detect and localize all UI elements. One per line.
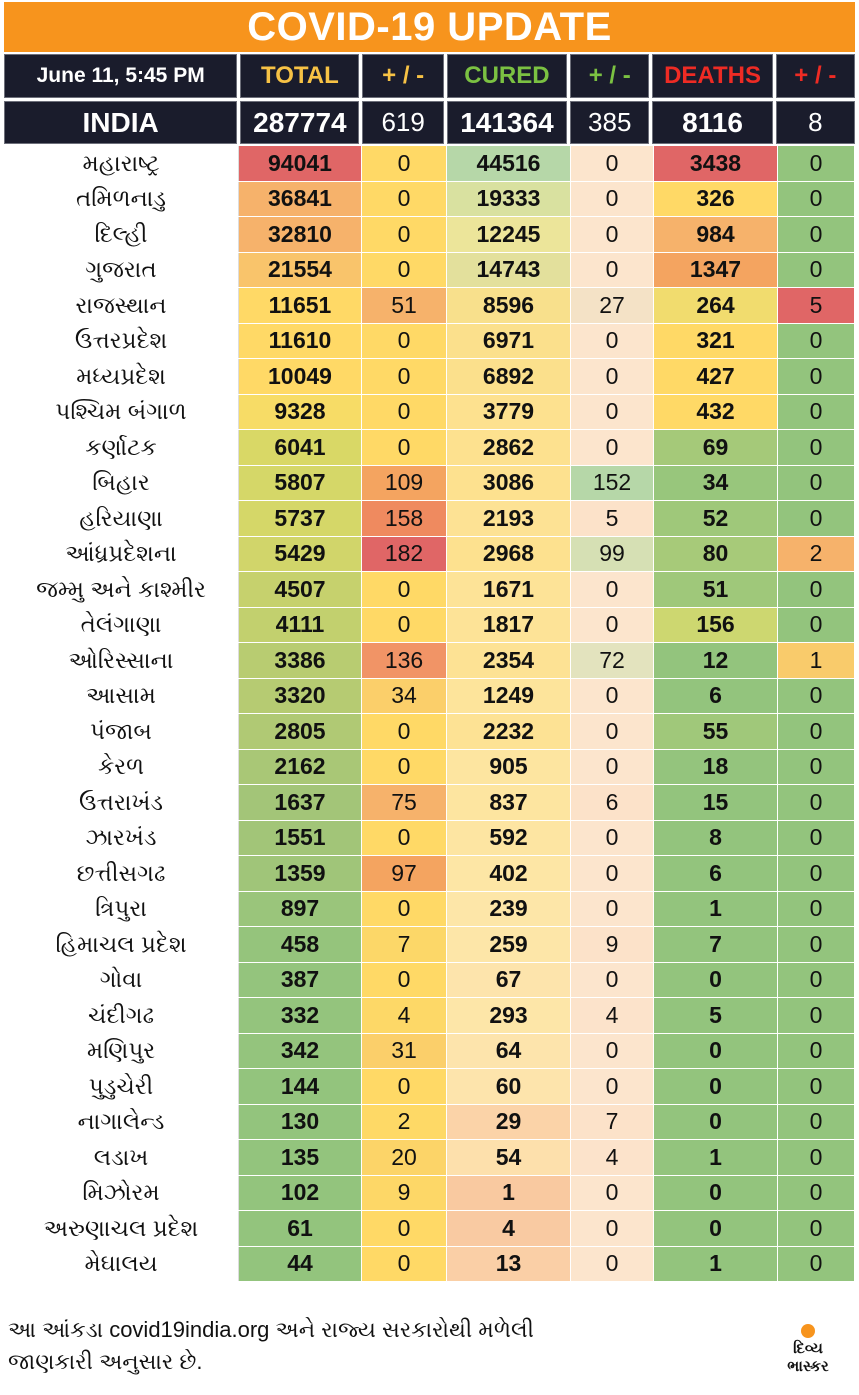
- state-cured: 29: [447, 1105, 571, 1140]
- table-row: [4, 466, 855, 502]
- state-cured-change: 72: [571, 643, 654, 678]
- india-cured-change: 385: [570, 101, 649, 144]
- state-cured-change: 0: [571, 714, 654, 749]
- state-name: દિલ્હી: [4, 217, 239, 252]
- state-deaths-change: 0: [778, 1034, 855, 1069]
- state-deaths-change: 0: [778, 146, 855, 181]
- state-total: 3386: [239, 643, 362, 678]
- state-cured: 6971: [447, 324, 571, 359]
- state-cured-change: 0: [571, 253, 654, 288]
- state-cured-change: 0: [571, 359, 654, 394]
- state-total-change: 2: [362, 1105, 447, 1140]
- state-deaths: 34: [654, 466, 778, 501]
- state-cured-change: 0: [571, 963, 654, 998]
- state-cured: 1: [447, 1176, 571, 1211]
- state-total-change: 136: [362, 643, 447, 678]
- state-cured-change: 4: [571, 1140, 654, 1175]
- header-deaths-change: + / -: [776, 54, 855, 98]
- state-total: 4111: [239, 608, 362, 643]
- state-deaths-change: 0: [778, 963, 855, 998]
- table-row: [4, 324, 855, 360]
- state-deaths: 1347: [654, 253, 778, 288]
- state-total-change: 20: [362, 1140, 447, 1175]
- state-name: આસામ: [4, 679, 239, 714]
- state-total: 10049: [239, 359, 362, 394]
- state-cured-change: 0: [571, 1247, 654, 1282]
- state-cured-change: 0: [571, 1034, 654, 1069]
- state-total: 102: [239, 1176, 362, 1211]
- state-total-change: 0: [362, 714, 447, 749]
- state-deaths-change: 0: [778, 856, 855, 891]
- table-row: [4, 1247, 855, 1283]
- state-total-change: 31: [362, 1034, 447, 1069]
- state-cured-change: 0: [571, 1211, 654, 1246]
- india-label: INDIA: [4, 101, 237, 144]
- state-total-change: 0: [362, 750, 447, 785]
- india-total: 287774: [240, 101, 359, 144]
- india-cured: 141364: [447, 101, 567, 144]
- state-deaths-change: 0: [778, 466, 855, 501]
- source-note-line-2: જાણકારી અનુસાર છે.: [8, 1349, 203, 1374]
- state-cured: 12245: [447, 217, 571, 252]
- state-cured: 1671: [447, 572, 571, 607]
- state-cured-change: 7: [571, 1105, 654, 1140]
- header-row: [4, 54, 855, 98]
- state-total-change: 0: [362, 395, 447, 430]
- state-total-change: 34: [362, 679, 447, 714]
- state-name: પશ્ચિમ બંગાળ: [4, 395, 239, 430]
- table-row: [4, 430, 855, 466]
- state-total-change: 0: [362, 359, 447, 394]
- state-deaths-change: 1: [778, 643, 855, 678]
- table-row: [4, 714, 855, 750]
- state-total: 135: [239, 1140, 362, 1175]
- state-deaths: 0: [654, 1069, 778, 1104]
- state-name: મિઝોરમ: [4, 1176, 239, 1211]
- state-total: 6041: [239, 430, 362, 465]
- source-note-line-1: આ આંકડા covid19india.org અને રાજ્ય સરકારોથી મળેલી: [8, 1317, 534, 1342]
- state-total-change: 109: [362, 466, 447, 501]
- state-total-change: 0: [362, 572, 447, 607]
- state-deaths-change: 0: [778, 1105, 855, 1140]
- state-cured-change: 9: [571, 927, 654, 962]
- state-total: 458: [239, 927, 362, 962]
- state-cured: 8596: [447, 288, 571, 323]
- state-cured: 1817: [447, 608, 571, 643]
- state-name: ગોવા: [4, 963, 239, 998]
- state-deaths: 0: [654, 1105, 778, 1140]
- state-deaths-change: 0: [778, 821, 855, 856]
- state-total-change: 0: [362, 253, 447, 288]
- state-name: નાગાલેન્ડ: [4, 1105, 239, 1140]
- state-deaths-change: 0: [778, 217, 855, 252]
- state-cured: 1249: [447, 679, 571, 714]
- india-deaths: 8116: [652, 101, 772, 144]
- state-total: 1359: [239, 856, 362, 891]
- state-total: 332: [239, 998, 362, 1033]
- state-total: 130: [239, 1105, 362, 1140]
- table-row: [4, 1211, 855, 1247]
- state-cured-change: 0: [571, 1176, 654, 1211]
- state-cured: 2862: [447, 430, 571, 465]
- table-row: [4, 643, 855, 679]
- state-deaths: 264: [654, 288, 778, 323]
- table-row: [4, 998, 855, 1034]
- state-deaths-change: 0: [778, 1247, 855, 1282]
- state-cured-change: 0: [571, 395, 654, 430]
- state-deaths-change: 0: [778, 501, 855, 536]
- state-total: 144: [239, 1069, 362, 1104]
- state-name: જમ્મુ અને કાશ્મીર: [4, 572, 239, 607]
- state-deaths: 52: [654, 501, 778, 536]
- state-name: ત્રિપુરા: [4, 892, 239, 927]
- state-cured-change: 0: [571, 430, 654, 465]
- state-cured-change: 5: [571, 501, 654, 536]
- state-total-change: 158: [362, 501, 447, 536]
- state-cured-change: 0: [571, 146, 654, 181]
- state-deaths-change: 0: [778, 572, 855, 607]
- state-cured: 13: [447, 1247, 571, 1282]
- state-total-change: 51: [362, 288, 447, 323]
- page-title: COVID-19 UPDATE: [4, 2, 855, 52]
- table-row: [4, 359, 855, 395]
- state-cured-change: 0: [571, 821, 654, 856]
- state-cured: 905: [447, 750, 571, 785]
- state-total: 342: [239, 1034, 362, 1069]
- state-deaths: 6: [654, 856, 778, 891]
- state-total: 3320: [239, 679, 362, 714]
- state-name: મણિપુર: [4, 1034, 239, 1069]
- state-deaths-change: 0: [778, 608, 855, 643]
- state-cured: 19333: [447, 182, 571, 217]
- state-total-change: 0: [362, 1247, 447, 1282]
- table-row: [4, 750, 855, 786]
- header-deaths: DEATHS: [652, 54, 772, 98]
- state-deaths-change: 0: [778, 714, 855, 749]
- state-deaths: 427: [654, 359, 778, 394]
- table-row: [4, 182, 855, 218]
- state-deaths-change: 0: [778, 1211, 855, 1246]
- state-deaths-change: 2: [778, 537, 855, 572]
- state-total-change: 0: [362, 1211, 447, 1246]
- state-deaths: 8: [654, 821, 778, 856]
- state-cured-change: 27: [571, 288, 654, 323]
- state-cured-change: 0: [571, 856, 654, 891]
- state-total-change: 0: [362, 324, 447, 359]
- state-cured-change: 0: [571, 608, 654, 643]
- state-cured: 6892: [447, 359, 571, 394]
- state-total: 897: [239, 892, 362, 927]
- state-cured: 592: [447, 821, 571, 856]
- state-deaths-change: 0: [778, 430, 855, 465]
- state-cured: 239: [447, 892, 571, 927]
- state-total: 1551: [239, 821, 362, 856]
- state-name: રાજસ્થાન: [4, 288, 239, 323]
- state-total-change: 7: [362, 927, 447, 962]
- state-deaths: 326: [654, 182, 778, 217]
- state-cured-change: 0: [571, 217, 654, 252]
- state-deaths-change: 0: [778, 785, 855, 820]
- state-deaths-change: 0: [778, 679, 855, 714]
- state-deaths-change: 0: [778, 324, 855, 359]
- state-cured-change: 6: [571, 785, 654, 820]
- state-deaths: 984: [654, 217, 778, 252]
- source-note: [8, 1314, 708, 1378]
- state-deaths: 3438: [654, 146, 778, 181]
- table-row: [4, 253, 855, 289]
- state-name: તેલંગાણા: [4, 608, 239, 643]
- table-row: [4, 1105, 855, 1141]
- table-row: [4, 821, 855, 857]
- state-cured: 14743: [447, 253, 571, 288]
- state-total: 32810: [239, 217, 362, 252]
- state-total: 2805: [239, 714, 362, 749]
- state-cured: 2232: [447, 714, 571, 749]
- state-total-change: 0: [362, 430, 447, 465]
- logo-line-1: દિવ્ય: [793, 1340, 823, 1357]
- divya-bhaskar-logo: [772, 1324, 844, 1382]
- state-deaths: 156: [654, 608, 778, 643]
- table-row: [4, 892, 855, 928]
- state-deaths: 0: [654, 1176, 778, 1211]
- state-deaths: 321: [654, 324, 778, 359]
- state-cured: 60: [447, 1069, 571, 1104]
- update-date: June 11, 5:45 PM: [4, 54, 237, 98]
- state-table: [4, 146, 855, 1282]
- state-cured-change: 0: [571, 679, 654, 714]
- table-row: [4, 146, 855, 182]
- state-cured-change: 4: [571, 998, 654, 1033]
- state-deaths-change: 0: [778, 750, 855, 785]
- table-row: [4, 395, 855, 431]
- logo-line-2: ભાસ્કર: [787, 1358, 829, 1375]
- state-total-change: 0: [362, 146, 447, 181]
- state-deaths: 432: [654, 395, 778, 430]
- state-total-change: 0: [362, 963, 447, 998]
- state-deaths-change: 0: [778, 1069, 855, 1104]
- header-cured-change: + / -: [570, 54, 649, 98]
- state-name: હરિયાણા: [4, 501, 239, 536]
- state-deaths: 55: [654, 714, 778, 749]
- state-total: 1637: [239, 785, 362, 820]
- state-name: મહારાષ્ટ્ર: [4, 146, 239, 181]
- state-total-change: 0: [362, 821, 447, 856]
- state-name: મેઘાલય: [4, 1247, 239, 1282]
- state-total: 2162: [239, 750, 362, 785]
- state-deaths: 0: [654, 1211, 778, 1246]
- state-deaths: 5: [654, 998, 778, 1033]
- state-name: બિહાર: [4, 466, 239, 501]
- state-total-change: 75: [362, 785, 447, 820]
- state-cured-change: 0: [571, 182, 654, 217]
- state-total: 94041: [239, 146, 362, 181]
- table-row: [4, 1069, 855, 1105]
- table-row: [4, 288, 855, 324]
- state-cured: 64: [447, 1034, 571, 1069]
- state-total: 61: [239, 1211, 362, 1246]
- state-cured: 2968: [447, 537, 571, 572]
- state-total: 5737: [239, 501, 362, 536]
- state-total-change: 0: [362, 1069, 447, 1104]
- state-name: ઉત્તરપ્રદેશ: [4, 324, 239, 359]
- header-total: TOTAL: [240, 54, 359, 98]
- state-cured: 3779: [447, 395, 571, 430]
- state-name: કેરળ: [4, 750, 239, 785]
- table-row: [4, 1176, 855, 1212]
- state-name: લડાખ: [4, 1140, 239, 1175]
- state-total-change: 0: [362, 608, 447, 643]
- india-deaths-change: 8: [776, 101, 855, 144]
- state-name: અરુણાચલ પ્રદેશ: [4, 1211, 239, 1246]
- state-name: હિમાચલ પ્રદેશ: [4, 927, 239, 962]
- state-deaths-change: 5: [778, 288, 855, 323]
- state-cured: 4: [447, 1211, 571, 1246]
- state-cured: 293: [447, 998, 571, 1033]
- state-deaths: 51: [654, 572, 778, 607]
- state-total-change: 9: [362, 1176, 447, 1211]
- state-deaths-change: 0: [778, 1176, 855, 1211]
- state-total: 5807: [239, 466, 362, 501]
- state-deaths: 1: [654, 1247, 778, 1282]
- state-deaths: 6: [654, 679, 778, 714]
- state-deaths: 7: [654, 927, 778, 962]
- state-deaths-change: 0: [778, 359, 855, 394]
- state-cured: 54: [447, 1140, 571, 1175]
- state-deaths: 0: [654, 963, 778, 998]
- state-deaths: 15: [654, 785, 778, 820]
- state-cured: 3086: [447, 466, 571, 501]
- india-summary-row: [4, 101, 855, 144]
- logo-dot-icon: [801, 1324, 815, 1338]
- table-row: [4, 608, 855, 644]
- state-deaths-change: 0: [778, 253, 855, 288]
- state-cured-change: 99: [571, 537, 654, 572]
- state-total: 44: [239, 1247, 362, 1282]
- table-row: [4, 785, 855, 821]
- state-total: 5429: [239, 537, 362, 572]
- state-cured-change: 0: [571, 892, 654, 927]
- state-cured-change: 0: [571, 324, 654, 359]
- state-total: 9328: [239, 395, 362, 430]
- state-deaths-change: 0: [778, 1140, 855, 1175]
- state-name: પુડુચેરી: [4, 1069, 239, 1104]
- state-name: ચંદીગઢ: [4, 998, 239, 1033]
- state-deaths: 18: [654, 750, 778, 785]
- state-cured: 2193: [447, 501, 571, 536]
- state-name: ઉત્તરાખંડ: [4, 785, 239, 820]
- table-row: [4, 856, 855, 892]
- table-row: [4, 1034, 855, 1070]
- state-cured: 44516: [447, 146, 571, 181]
- table-row: [4, 679, 855, 715]
- table-row: [4, 927, 855, 963]
- state-total: 11610: [239, 324, 362, 359]
- state-deaths: 69: [654, 430, 778, 465]
- state-deaths-change: 0: [778, 892, 855, 927]
- header-cured: CURED: [447, 54, 567, 98]
- state-total-change: 0: [362, 892, 447, 927]
- state-name: કર્ણાટક: [4, 430, 239, 465]
- table-row: [4, 217, 855, 253]
- state-name: ગુજરાત: [4, 253, 239, 288]
- state-total-change: 97: [362, 856, 447, 891]
- state-total: 387: [239, 963, 362, 998]
- state-cured-change: 152: [571, 466, 654, 501]
- state-cured: 67: [447, 963, 571, 998]
- state-deaths-change: 0: [778, 927, 855, 962]
- table-row: [4, 501, 855, 537]
- state-total: 21554: [239, 253, 362, 288]
- state-cured: 259: [447, 927, 571, 962]
- state-name: આંધ્રપ્રદેશના: [4, 537, 239, 572]
- state-deaths-change: 0: [778, 182, 855, 217]
- state-total-change: 182: [362, 537, 447, 572]
- state-deaths: 1: [654, 892, 778, 927]
- state-name: ઝારખંડ: [4, 821, 239, 856]
- table-row: [4, 537, 855, 573]
- state-deaths: 80: [654, 537, 778, 572]
- state-name: તમિળનાડુ: [4, 182, 239, 217]
- state-total-change: 0: [362, 217, 447, 252]
- state-cured-change: 0: [571, 1069, 654, 1104]
- state-name: મધ્યપ્રદેશ: [4, 359, 239, 394]
- state-cured: 2354: [447, 643, 571, 678]
- state-name: છત્તીસગઢ: [4, 856, 239, 891]
- table-row: [4, 963, 855, 999]
- state-deaths: 1: [654, 1140, 778, 1175]
- table-row: [4, 1140, 855, 1176]
- header-total-change: + / -: [362, 54, 443, 98]
- state-name: પંજાબ: [4, 714, 239, 749]
- state-total: 4507: [239, 572, 362, 607]
- state-cured-change: 0: [571, 750, 654, 785]
- state-cured: 402: [447, 856, 571, 891]
- state-name: ઓરિસ્સાના: [4, 643, 239, 678]
- state-total: 11651: [239, 288, 362, 323]
- table-row: [4, 572, 855, 608]
- state-deaths: 0: [654, 1034, 778, 1069]
- state-total-change: 4: [362, 998, 447, 1033]
- india-total-change: 619: [362, 101, 443, 144]
- state-cured: 837: [447, 785, 571, 820]
- state-total: 36841: [239, 182, 362, 217]
- state-total-change: 0: [362, 182, 447, 217]
- state-deaths-change: 0: [778, 998, 855, 1033]
- state-deaths-change: 0: [778, 395, 855, 430]
- state-deaths: 12: [654, 643, 778, 678]
- state-cured-change: 0: [571, 572, 654, 607]
